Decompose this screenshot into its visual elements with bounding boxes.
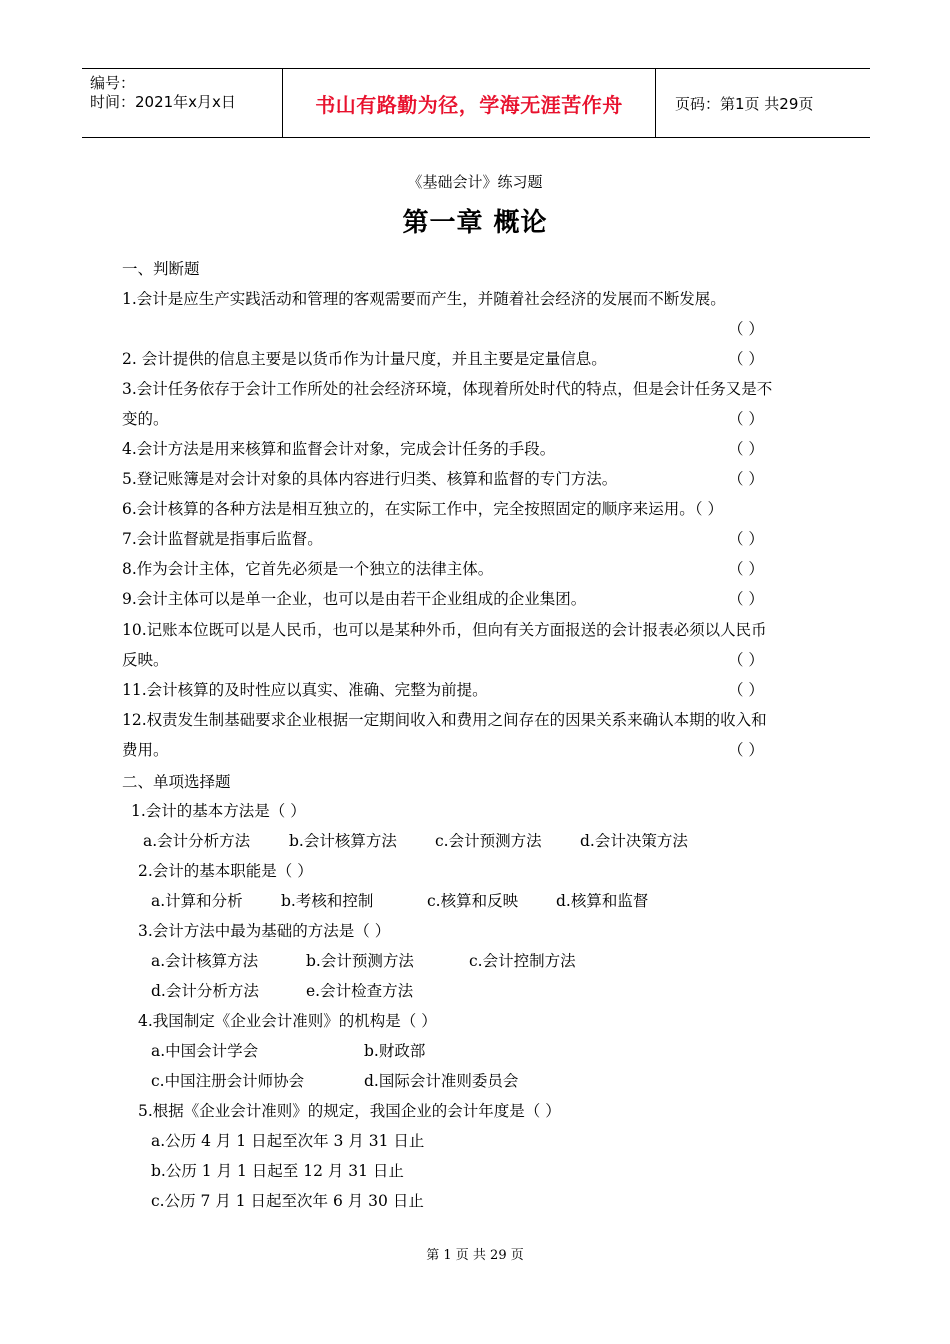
answer-blank: （ ） (728, 320, 764, 338)
choice-option: d.会计决策方法 (580, 832, 688, 850)
page-footer: 第 1 页 共 29 页 (426, 1248, 524, 1263)
choice-option: b.会计预测方法 (306, 952, 414, 970)
choice-option: a.会计分析方法 (143, 832, 251, 850)
chapter-title: 第一章 概论 (402, 208, 548, 238)
answer-blank: （ ） (728, 590, 764, 608)
section-heading-single-choice: 二、单项选择题 (122, 773, 231, 791)
question-line: 1.会计是应生产实践活动和管理的客观需要而产生，并随着社会经济的发展而不断发展。 (122, 290, 726, 308)
question-line: 4.会计方法是用来核算和监督会计对象，完成会计任务的手段。 (122, 440, 556, 458)
choice-option: e.会计检查方法 (306, 982, 414, 1000)
question-line: 8.作为会计主体，它首先必须是一个独立的法律主体。 (122, 560, 494, 578)
answer-blank: （ ） (728, 470, 764, 488)
answer-blank: （ ） (728, 651, 764, 669)
choice-option: d.会计分析方法 (151, 982, 259, 1000)
question-line: 2. 会计提供的信息主要是以货币作为计量尺度，并且主要是定量信息。 (122, 350, 607, 368)
choice-option: a.计算和分析 (151, 892, 243, 910)
answer-blank: （ ） (728, 681, 764, 699)
choice-option: a.中国会计学会 (151, 1042, 259, 1060)
choice-option: c.中国注册会计师协会 (151, 1072, 305, 1090)
question-line: 5.登记账簿是对会计对象的具体内容进行归类、核算和监督的专门方法。 (122, 470, 618, 488)
document-header (82, 68, 870, 138)
answer-blank: （ ） (728, 410, 764, 428)
choice-option: c.会计预测方法 (435, 832, 542, 850)
choice-question: 3.会计方法中最为基础的方法是（ ） (138, 922, 391, 940)
question-line: 3.会计任务依存于会计工作所处的社会经济环境，体现着所处时代的特点，但是会计任务又是不 (122, 380, 773, 398)
answer-blank: （ ） (728, 560, 764, 578)
choice-option: b.会计核算方法 (289, 832, 397, 850)
choice-option: a.会计核算方法 (151, 952, 259, 970)
question-line: 9.会计主体可以是单一企业，也可以是由若干企业组成的企业集团。 (122, 590, 587, 608)
choice-option: d.国际会计准则委员会 (364, 1072, 519, 1090)
choice-option: c.核算和反映 (427, 892, 519, 910)
header-page-info (666, 69, 866, 137)
answer-blank: （ ） (728, 440, 764, 458)
choice-question: 4.我国制定《企业会计准则》的机构是（ ） (138, 1012, 437, 1030)
choice-question: 2.会计的基本职能是（ ） (138, 862, 313, 880)
choice-option: b.公历 1 月 1 日起至 12 月 31 日止 (151, 1162, 404, 1180)
document-subtitle: 《基础会计》练习题 (407, 173, 543, 191)
question-line: 7.会计监督就是指事后监督。 (122, 530, 323, 548)
answer-blank: （ ） (728, 350, 764, 368)
question-line: 变的。 (122, 410, 169, 428)
choice-option: b.考核和控制 (281, 892, 374, 910)
question-line: 6.会计核算的各种方法是相互独立的，在实际工作中，完全按照固定的顺序来运用。（ ） (122, 500, 723, 518)
time-label: 时间：2021年x月x日 (90, 93, 236, 111)
header-motto: 书山有路勤为径，学海无涯苦作舟 (283, 69, 656, 137)
choice-option: a.公历 4 月 1 日起至次年 3 月 31 日止 (151, 1132, 425, 1150)
choice-option: b.财政部 (364, 1042, 426, 1060)
number-label: 编号： (90, 74, 136, 92)
question-line: 费用。 (122, 741, 169, 759)
question-line: 12.权责发生制基础要求企业根据一定期间收入和费用之间存在的因果关系来确认本期的收入和 (122, 711, 767, 729)
choice-question: 1.会计的基本方法是（ ） (131, 802, 306, 820)
choice-option: d.核算和监督 (556, 892, 649, 910)
page-info-label: 页码：第1页 共29页 (675, 94, 814, 113)
question-line: 反映。 (122, 651, 169, 669)
choice-option: c.公历 7 月 1 日起至次年 6 月 30 日止 (151, 1192, 424, 1210)
choice-question: 5.根据《企业会计准则》的规定，我国企业的会计年度是（ ） (138, 1102, 561, 1120)
choice-option: c.会计控制方法 (469, 952, 576, 970)
header-meta-cell (82, 69, 283, 137)
section-heading-true-false: 一、判断题 (122, 260, 200, 278)
question-line: 11.会计核算的及时性应以真实、准确、完整为前提。 (122, 681, 488, 699)
answer-blank: （ ） (728, 741, 764, 759)
question-line: 10.记账本位既可以是人民币，也可以是某种外币，但向有关方面报送的会计报表必须以人民币 (122, 621, 767, 639)
answer-blank: （ ） (728, 530, 764, 548)
